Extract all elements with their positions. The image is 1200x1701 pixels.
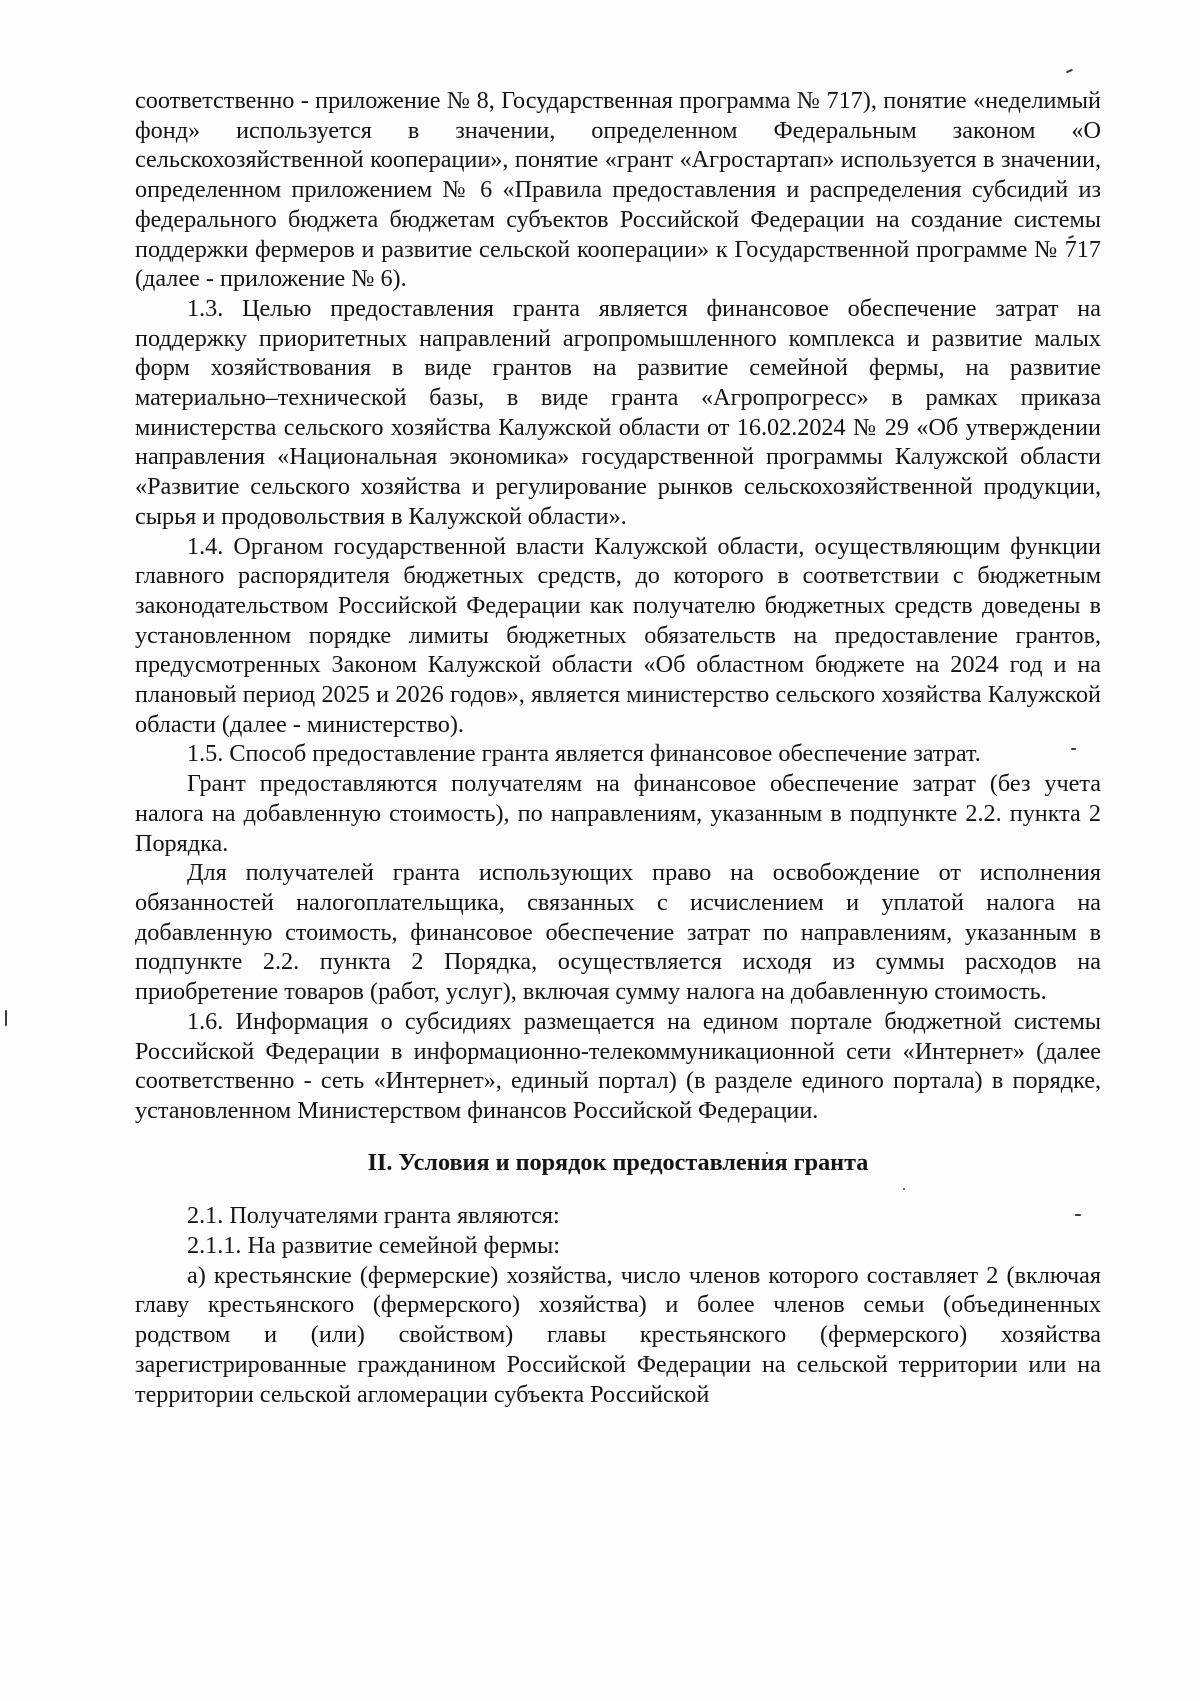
paragraph-1-5: 1.5. Способ предоставление гранта является финансовое обеспечение затрат. bbox=[187, 740, 981, 768]
document-body bbox=[135, 86, 1101, 1409]
scan-speck bbox=[5, 1010, 7, 1026]
paragraph-1-4: 1.4. Органом государственной власти Калужской области, осуществляющим функции главного распорядителя бюджетных средств, до которого в соответствии с бюджетным законодательством Российской Федерации как получателю бюджетных средств доведены в установленном порядке лимиты бюджетных обязательств на предоставление грантов, предусмотренных Законом Калужской области «Об областном бюджете на 2024 год и на плановый период 2025 и 2026 годов», является министерство сельского хозяйства Калужской области (далее - министерство). bbox=[135, 532, 1101, 738]
section-heading: II. Условия и порядок предоставления гранта bbox=[367, 1148, 869, 1176]
paragraph-2-1-1: 2.1.1. На развитие семейной фермы: bbox=[187, 1232, 560, 1260]
scan-speck bbox=[1066, 69, 1073, 74]
paragraph-1-5-vat: Для получателей гранта использующих право на освобождение от исполнения обязанностей налогоплательщика, связанных с исчислением и уплатой налога на добавленную стоимость, финансовое обеспечение затрат по направлениям, указанным в подпункте 2.2. пункта 2 Порядка, осуществляется исходя из суммы расходов на приобретение товаров (работ, услуг), включая сумму налога на добавленную стоимость. bbox=[135, 859, 1101, 1006]
paragraph-continuation: соответственно - приложение № 8, Государственная программа № 717), понятие «неделимый фонд» используется в значении, определенном Федеральным законом «О сельскохозяйственной кооперации», понятие «грант «Агростартап» используется в значении, определенном приложением № 6 «Правила предоставления и распределения субсидий из федерального бюджета бюджетам субъектов Российской Федерации на создание системы поддержки фермеров и развитие сельской кооперации» к Государственной программе № 717 (далее - приложение № 6). bbox=[135, 87, 1101, 293]
paragraph-1-5-grant: Грант предоставляются получателям на финансовое обеспечение затрат (без учета налога на добавленную стоимость), по направлениям, указанным в подпункте 2.2. пункта 2 Порядка. bbox=[135, 770, 1101, 857]
paragraph-1-3: 1.3. Целью предоставления гранта является финансовое обеспечение затрат на поддержку приоритетных направлений агропромышленного комплекса и развитие малых форм хозяйствования в виде грантов на развитие семейной фермы, на развитие материально–технической базы, в виде гранта «Агропрогресс» в рамках приказа министерства сельского хозяйства Калужской области от 16.02.2024 № 29 «Об утверждении направления «Национальная экономика» государственной программы Калужской области «Развитие сельского хозяйства и регулирование рынков сельскохозяйственной продукции, сырья и продовольствия в Калужской области». bbox=[135, 294, 1101, 530]
paragraph-2-1-1-a: а) крестьянские (фермерские) хозяйства, число членов которого составляет 2 (включая главу крестьянского (фермерского) хозяйства) и более членов семьи (объединенных родством и (или) свойством) главы крестьянского (фермерского) хозяйства зарегистрированные гражданином Российской Федерации на сельской территории или на территории сельской агломерации субъекта Российской bbox=[135, 1261, 1101, 1408]
paragraph-1-6: 1.6. Информация о субсидиях размещается на едином портале бюджетной системы Российской Федерации в информационно-телекоммуникационной сети «Интернет» (далее соответственно - сеть «Интернет», единый портал) (в разделе единого портала) в порядке, установленном Министерством финансов Российской Федерации. bbox=[135, 1007, 1101, 1124]
paragraph-2-1: 2.1. Получателями гранта являются: bbox=[187, 1202, 560, 1230]
